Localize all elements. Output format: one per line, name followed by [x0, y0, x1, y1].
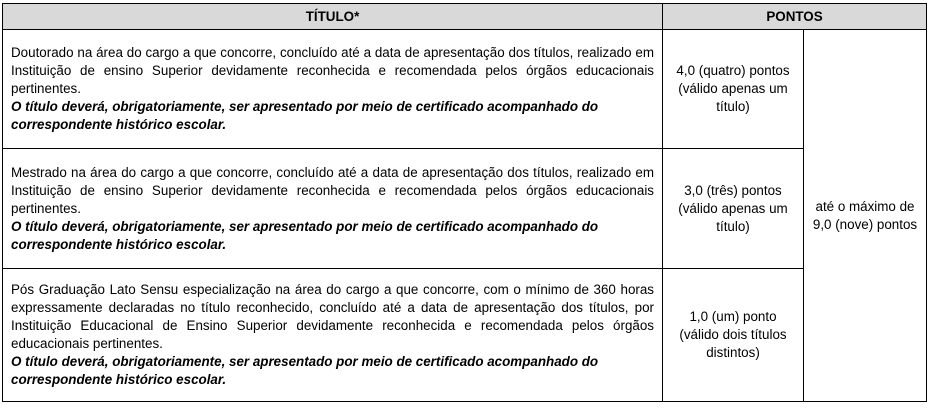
points-cell: 1,0 (um) ponto (válido dois títulos distintos)	[663, 269, 804, 402]
title-description-cell	[3, 30, 663, 149]
max-points-cell: até o máximo de 9,0 (nove) pontos	[804, 30, 927, 402]
title-description: Mestrado na área do cargo a que concorre, concluído até a data de apresentação dos títulos, realizado em Instituição de ensino Superior devidamente reconhecida e recomendada pelos órgãos educacionais pertinentes.	[11, 164, 654, 216]
header-titulo: TÍTULO*	[3, 4, 663, 30]
points-cell: 3,0 (três) pontos (válido apenas um título)	[663, 149, 804, 269]
table-row	[3, 269, 927, 402]
table-header-row	[3, 4, 927, 30]
title-description-cell	[3, 269, 663, 402]
title-note: O título deverá, obrigatoriamente, ser apresentado por meio de certificado acompanhado do correspondente histórico escolar.	[11, 99, 599, 132]
header-pontos: PONTOS	[663, 4, 927, 30]
titles-table	[2, 3, 927, 402]
table-row	[3, 149, 927, 269]
title-description-cell	[3, 149, 663, 269]
table-row	[3, 30, 927, 149]
title-note: O título deverá, obrigatoriamente, ser apresentado por meio de certificado acompanhado do correspondente histórico escolar.	[11, 354, 599, 387]
title-note: O título deverá, obrigatoriamente, ser apresentado por meio de certificado acompanhado do correspondente histórico escolar.	[11, 218, 599, 252]
title-description: Pós Graduação Lato Sensu especialização na área do cargo a que concorre, com o mínimo de 360 horas expressamente declaradas no título reconhecido, concluído até a data de apresentação dos títulos, por Instituição Educacional de Ensino Superior devidamente reconhecida e recomendada pelos órgãos educacionais pertinentes.	[11, 282, 654, 351]
points-cell: 4,0 (quatro) pontos (válido apenas um título)	[663, 30, 804, 149]
title-description: Doutorado na área do cargo a que concorre, concluído até a data de apresentação dos títulos, realizado em Instituição de ensino Superior devidamente reconhecida e recomendada pelos órgãos educacionais pertinentes.	[11, 45, 654, 96]
